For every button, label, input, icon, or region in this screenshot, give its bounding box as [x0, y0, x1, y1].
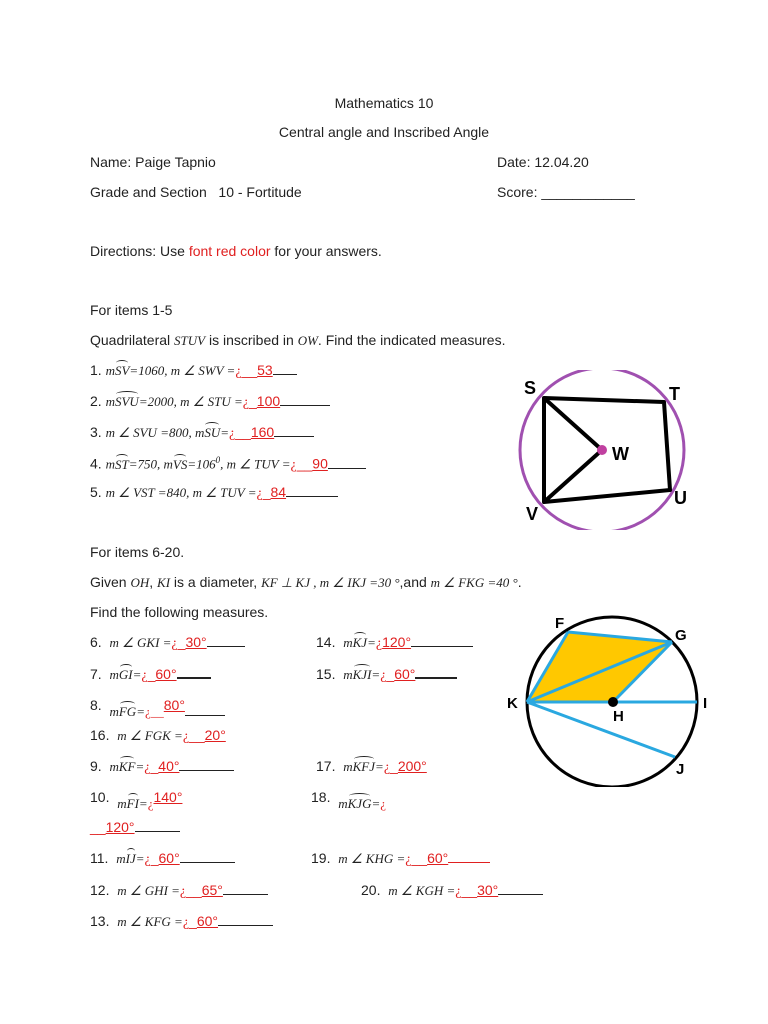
item-8 — [90, 697, 225, 719]
instr-circle: OW — [297, 333, 318, 348]
item-19: 19. m ∠ KHG =¿__60° — [311, 850, 490, 868]
item-number: 11. — [90, 850, 109, 866]
item-number: 6. — [90, 634, 102, 650]
expr: = — [135, 759, 145, 774]
glyph: ¿ — [171, 636, 178, 651]
arc-label: KF — [118, 759, 136, 774]
item-9: 9. mKF=¿_40° — [90, 758, 234, 776]
given-text: ,and — [399, 574, 431, 590]
item-number: 18. — [311, 789, 331, 805]
glyph: ¿ — [383, 760, 391, 775]
expr: m ∠ GKI = — [109, 635, 172, 650]
student-name: Name: Paige Tapnio — [90, 154, 216, 170]
label-g: G — [675, 627, 687, 644]
directions-prefix: Directions: Use — [90, 243, 189, 259]
item-10 — [90, 789, 183, 811]
item-3: 3. m ∠ SVU =800, mSU=¿__160 — [90, 424, 314, 442]
expr: = — [371, 796, 381, 811]
answer: 120° — [105, 819, 135, 835]
expr: = — [220, 425, 230, 440]
label-t: T — [669, 384, 680, 404]
arc-label: SVU — [114, 394, 139, 409]
item-4: 4. mST=750, $mVS=106^0$, m ∠ TUV =¿__90 — [90, 455, 366, 474]
item-number: 2. — [90, 393, 102, 409]
glyph: ¿ — [144, 704, 151, 719]
topic-title: Central angle and Inscribed Angle — [278, 124, 490, 140]
item-number: 1. — [90, 362, 102, 378]
given-text: is a diameter, — [170, 574, 262, 590]
expr: = — [135, 851, 145, 866]
item-17: 17. mKFJ=¿_200° — [316, 758, 427, 775]
label-f: F — [555, 615, 565, 632]
glyph: ¿ — [375, 636, 383, 651]
glyph: ¿ — [141, 668, 148, 683]
arc-label: VS — [172, 456, 188, 472]
item-number: 5. — [90, 484, 102, 500]
answer: 90 — [312, 455, 328, 472]
glyph: ¿ — [229, 426, 236, 441]
answer: 80° — [163, 697, 185, 713]
expr: =1060, — [129, 363, 171, 378]
glyph: ¿ — [455, 884, 462, 899]
expr: m ∠ KGH = — [388, 883, 456, 898]
expr: m — [105, 363, 115, 378]
find-label: Find the following measures. — [90, 604, 269, 620]
arc-label: SU — [204, 425, 221, 440]
expr: = — [371, 667, 381, 682]
expr: = — [375, 759, 384, 774]
superscript: 0 — [215, 455, 221, 465]
given-angle: m ∠ FKG =40 ° — [430, 575, 518, 590]
glyph: ¿ — [182, 729, 190, 744]
item-number: 4. — [90, 455, 102, 472]
given-ki: KI — [157, 575, 171, 590]
expr-group — [117, 796, 153, 811]
arc-label: FG — [118, 704, 137, 719]
glyph: ¿ — [242, 395, 249, 410]
expr: m ∠ KFG = — [117, 914, 183, 929]
expr: m ∠ SVU =800, m — [105, 425, 205, 440]
arc-label: IJ — [125, 851, 136, 866]
answer: 65° — [201, 882, 223, 898]
expr: m ∠ FGK = — [117, 728, 183, 743]
glyph: ¿ — [235, 364, 242, 379]
arc-label: GI — [118, 667, 133, 682]
answer: 60° — [394, 666, 416, 682]
given-kj: KJ — [295, 575, 310, 590]
score-field: Score: ____________ — [497, 184, 635, 200]
diameter-circle-figure — [500, 612, 720, 787]
part2-given — [90, 574, 522, 591]
item-2: 2. mSVU=2000, m ∠ STU =¿_100 — [90, 393, 330, 411]
expr: =750, m — [128, 456, 173, 472]
answer: 100 — [256, 393, 281, 409]
answer: 60° — [155, 666, 177, 682]
item-number: 7. — [90, 666, 102, 682]
answer: 160 — [250, 424, 275, 440]
item-14 — [316, 634, 473, 652]
expr: m — [109, 704, 119, 719]
instr-shape: STUV — [174, 333, 206, 348]
glyph: ¿ — [405, 852, 412, 867]
expr: m ∠ STU = — [180, 394, 243, 409]
expr: m — [105, 456, 115, 472]
glyph: ¿ — [144, 760, 151, 775]
grade-section: Grade and Section 10 - Fortitude — [90, 184, 302, 200]
expr: m ∠ GHI = — [117, 883, 180, 898]
answer: 60° — [427, 850, 449, 866]
subject-title: Mathematics 10 — [334, 95, 434, 111]
label-u: U — [674, 488, 687, 508]
answer: 30° — [185, 634, 207, 650]
part1-instructions — [90, 332, 505, 349]
answer: 60° — [158, 850, 180, 866]
expr: m — [117, 796, 127, 811]
expr-group — [338, 796, 386, 811]
given-angle: , m ∠ IKJ =30 ° — [309, 575, 400, 590]
given-prefix: Given — [90, 574, 131, 590]
item-11: 11. mIJ=¿_60° — [90, 850, 235, 868]
item-18 — [311, 789, 387, 811]
date-field: Date: 12.04.20 — [497, 154, 589, 170]
central-angle-swv — [544, 398, 602, 502]
expr: m — [338, 796, 348, 811]
label-i: I — [703, 695, 708, 712]
item-number: 14. — [316, 634, 336, 650]
directions-highlight: font red color — [188, 243, 271, 259]
instr-prefix: Quadrilateral — [90, 332, 175, 348]
perp-symbol: ⊥ — [277, 575, 296, 590]
answer: 53 — [257, 362, 273, 378]
expr: m — [343, 635, 353, 650]
item-16: 16. m ∠ FGK =¿__20° — [90, 727, 226, 744]
arc-label: SV — [114, 363, 130, 378]
item-12: 12. m ∠ GHI =¿__65° — [90, 882, 268, 900]
answer: 200° — [397, 758, 427, 774]
item-15: 15. mKJI=¿_60° — [316, 665, 457, 684]
item-number: 13. — [90, 913, 110, 929]
arc-label: KJG — [347, 796, 372, 811]
glyph: ¿ — [380, 668, 387, 683]
part1-heading: For items 1-5 — [90, 302, 173, 318]
item-number: 3. — [90, 424, 102, 440]
arc-label: KJ — [352, 635, 368, 650]
instr-mid: is inscribed in — [205, 332, 298, 348]
item-1: 1. mSV=1060, m ∠ SWV =¿__53 — [90, 362, 297, 380]
glyph: ¿ — [380, 796, 387, 811]
answer: 84 — [270, 484, 287, 500]
part2-heading: For items 6-20. — [90, 544, 185, 560]
answer: 40° — [158, 758, 180, 774]
item-number: 19. — [311, 850, 331, 866]
item-number: 9. — [90, 758, 102, 774]
expr: m — [343, 759, 353, 774]
glyph: ¿ — [147, 796, 154, 811]
instr-suffix: . Find the indicated measures. — [317, 332, 506, 348]
item-7: 7. mGI=¿_60° — [90, 665, 211, 684]
center-point-h — [608, 697, 618, 707]
arc-label: KJI — [352, 667, 372, 682]
answer: 60° — [196, 913, 219, 929]
given-text: , — [149, 574, 158, 590]
item-number: 12. — [90, 882, 110, 898]
label-h: H — [613, 708, 624, 725]
label-j: J — [676, 761, 685, 778]
item-number: 10. — [90, 789, 110, 805]
expr: = — [138, 796, 148, 811]
expr: = — [367, 635, 376, 650]
item-5: 5. m ∠ VST =840, m ∠ TUV =¿_84 — [90, 484, 338, 502]
expr: m ∠ SWV = — [170, 363, 236, 378]
item-number: 20. — [361, 882, 381, 898]
item-number: 17. — [316, 758, 336, 774]
directions-suffix: for your answers. — [270, 243, 382, 259]
label-w: W — [612, 444, 629, 464]
expr: =106 — [187, 456, 216, 472]
label-k: K — [507, 695, 518, 712]
answer: 30° — [477, 882, 499, 898]
expr: = — [136, 704, 145, 719]
expr: m ∠ KHG = — [338, 851, 406, 866]
glyph: ¿ — [256, 486, 263, 501]
given-kf: KF — [261, 575, 278, 590]
item-number: 16. — [90, 727, 110, 743]
center-point-w — [597, 445, 607, 455]
answer: 120° — [382, 634, 412, 650]
arc-label: FI — [126, 796, 139, 811]
label-s: S — [524, 378, 537, 398]
label-v: V — [526, 504, 539, 524]
glyph: ¿ — [144, 852, 151, 867]
given-text: . — [517, 574, 522, 590]
item-6: 6. m ∠ GKI =¿_30° — [90, 634, 245, 652]
item-number: 15. — [316, 666, 336, 682]
item-20: 20. m ∠ KGH =¿__30° — [361, 882, 543, 900]
directions — [90, 243, 382, 259]
expr: m — [116, 851, 126, 866]
arc-label: KFJ — [352, 759, 376, 774]
expr: = — [132, 667, 142, 682]
item-13: 13. m ∠ KFG =¿_60° — [90, 913, 273, 931]
given-oh: OH — [130, 575, 150, 590]
item-number: 8. — [90, 697, 102, 713]
inscribed-quadrilateral-figure — [510, 370, 700, 530]
item-10-answer-line: __120° — [90, 819, 180, 835]
expr: m — [109, 667, 119, 682]
answer: 20° — [204, 727, 226, 743]
arc-label: ST — [114, 456, 129, 472]
expr: m ∠ VST =840, m ∠ TUV = — [105, 485, 257, 500]
expr: , m ∠ TUV = — [220, 456, 291, 472]
expr: m — [343, 667, 353, 682]
glyph: ¿ — [182, 915, 190, 930]
glyph: ¿ — [179, 884, 187, 899]
answer: 140° — [153, 789, 183, 805]
expr: =2000, — [138, 394, 181, 409]
glyph: ¿ — [290, 457, 297, 473]
expr-group: mFG=¿__ — [109, 704, 164, 719]
expr: m — [105, 394, 115, 409]
chord-kj — [527, 702, 675, 757]
expr: m — [109, 759, 119, 774]
